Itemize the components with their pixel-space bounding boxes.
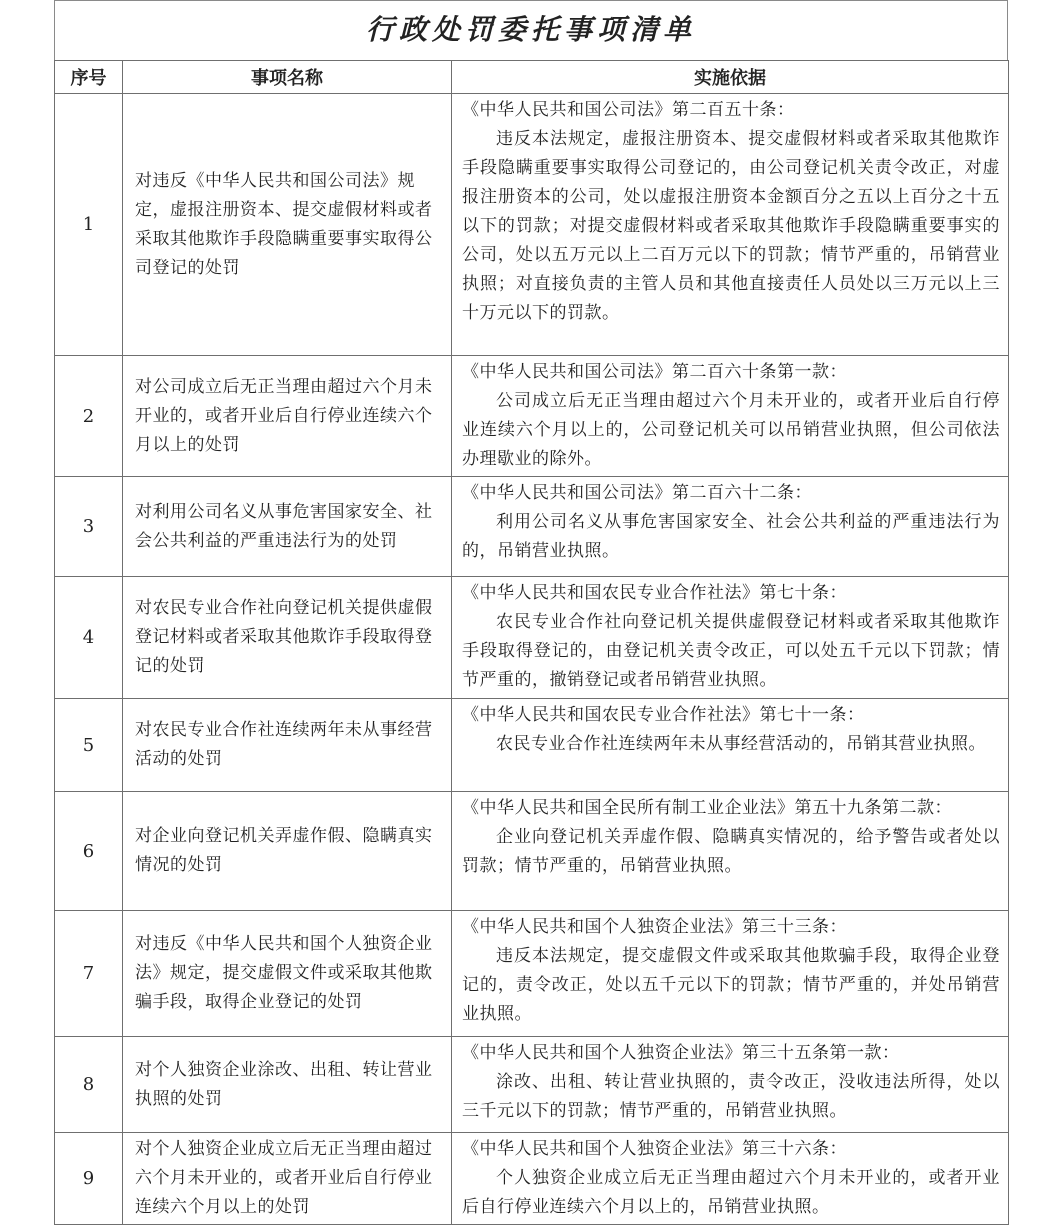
row-number: 3 [55,477,123,577]
item-name: 对农民专业合作社连续两年未从事经营活动的处罚 [123,699,452,792]
basis-cell [452,699,1009,792]
basis-cell [452,577,1009,699]
row-number: 9 [55,1133,123,1225]
basis-text: 公司成立后无正当理由超过六个月未开业的，或者开业后自行停业连续六个月以上的，公司登记机关可以吊销营业执照，但公司依法办理歇业的除外。 [462,391,1000,469]
header-no: 序号 [55,61,123,94]
header-row [55,61,1009,94]
table-row [55,699,1009,792]
row-number: 4 [55,577,123,699]
header-basis: 实施依据 [452,61,1009,94]
items-table [54,60,1009,1225]
law-citation: 《中华人民共和国全民所有制工业企业法》第五十九条第二款： [462,798,952,818]
table-row [55,94,1009,356]
law-citation: 《中华人民共和国个人独资企业法》第三十五条第一款： [462,1043,900,1063]
basis-text: 利用公司名义从事危害国家安全、社会公共利益的严重违法行为的，吊销营业执照。 [462,512,1000,561]
table-row [55,1133,1009,1225]
basis-cell [452,477,1009,577]
basis-text: 农民专业合作社向登记机关提供虚假登记材料或者采取其他欺诈手段取得登记的，由登记机关责令改正，可以处五千元以下罚款；情节严重的，撤销登记或者吊销营业执照。 [462,612,1000,690]
document-title: 行政处罚委托事项清单 [54,0,1008,60]
law-citation: 《中华人民共和国个人独资企业法》第三十三条： [462,917,847,937]
header-item: 事项名称 [123,61,452,94]
basis-text: 个人独资企业成立后无正当理由超过六个月未开业的，或者开业后自行停业连续六个月以上的，吊销营业执照。 [462,1168,1000,1217]
basis-cell [452,792,1009,911]
basis-text: 农民专业合作社连续两年未从事经营活动的，吊销其营业执照。 [496,734,986,754]
row-number: 8 [55,1037,123,1133]
law-citation: 《中华人民共和国个人独资企业法》第三十六条： [462,1139,847,1159]
item-name: 对利用公司名义从事危害国家安全、社会公共利益的严重违法行为的处罚 [123,477,452,577]
row-number: 5 [55,699,123,792]
table-row [55,911,1009,1037]
table-row [55,577,1009,699]
law-citation: 《中华人民共和国公司法》第二百六十条第一款： [462,362,847,382]
law-citation: 《中华人民共和国公司法》第二百六十二条： [462,483,812,503]
item-name: 对公司成立后无正当理由超过六个月未开业的，或者开业后自行停业连续六个月以上的处罚 [123,356,452,477]
row-number: 6 [55,792,123,911]
item-name: 对违反《中华人民共和国个人独资企业法》规定，提交虚假文件或采取其他欺骗手段，取得企业登记的处罚 [123,911,452,1037]
basis-cell [452,1037,1009,1133]
item-name: 对个人独资企业涂改、出租、转让营业执照的处罚 [123,1037,452,1133]
item-name: 对企业向登记机关弄虚作假、隐瞒真实情况的处罚 [123,792,452,911]
item-name: 对农民专业合作社向登记机关提供虚假登记材料或者采取其他欺诈手段取得登记的处罚 [123,577,452,699]
row-number: 7 [55,911,123,1037]
basis-cell [452,356,1009,477]
basis-cell [452,1133,1009,1225]
table-row [55,356,1009,477]
basis-text: 涂改、出租、转让营业执照的，责令改正，没收违法所得，处以三千元以下的罚款；情节严重的，吊销营业执照。 [462,1072,1000,1121]
basis-text: 企业向登记机关弄虚作假、隐瞒真实情况的，给予警告或者处以罚款；情节严重的，吊销营业执照。 [462,827,1000,876]
law-citation: 《中华人民共和国农民专业合作社法》第七十条： [462,583,847,603]
row-number: 2 [55,356,123,477]
item-name: 对违反《中华人民共和国公司法》规定，虚报注册资本、提交虚假材料或者采取其他欺诈手段隐瞒重要事实取得公司登记的处罚 [123,94,452,356]
table-row [55,1037,1009,1133]
item-name: 对个人独资企业成立后无正当理由超过六个月未开业的，或者开业后自行停业连续六个月以上的处罚 [123,1133,452,1225]
basis-text: 违反本法规定，提交虚假文件或采取其他欺骗手段，取得企业登记的，责令改正，处以五千元以下的罚款；情节严重的，并处吊销营业执照。 [462,946,1000,1024]
document-sheet [54,0,1008,1225]
table-row [55,477,1009,577]
law-citation: 《中华人民共和国公司法》第二百五十条： [462,100,795,120]
basis-cell [452,911,1009,1037]
basis-cell [452,94,1009,356]
row-number: 1 [55,94,123,356]
table-row [55,792,1009,911]
law-citation: 《中华人民共和国农民专业合作社法》第七十一条： [462,705,865,725]
basis-text: 违反本法规定，虚报注册资本、提交虚假材料或者采取其他欺诈手段隐瞒重要事实取得公司登记的，由公司登记机关责令改正，对虚报注册资本的公司，处以虚报注册资本金额百分之五以上百分之十五以下的罚款；对提交虚假材料或者采取其他欺诈手段隐瞒重要事实的公司，处以五万元以上二百万元以下的罚款；情节严重的，吊销营业执照；对直接负责的主管人员和其他直接责任人员处以三万元以上三十万元以下的罚款。 [462,129,1000,323]
